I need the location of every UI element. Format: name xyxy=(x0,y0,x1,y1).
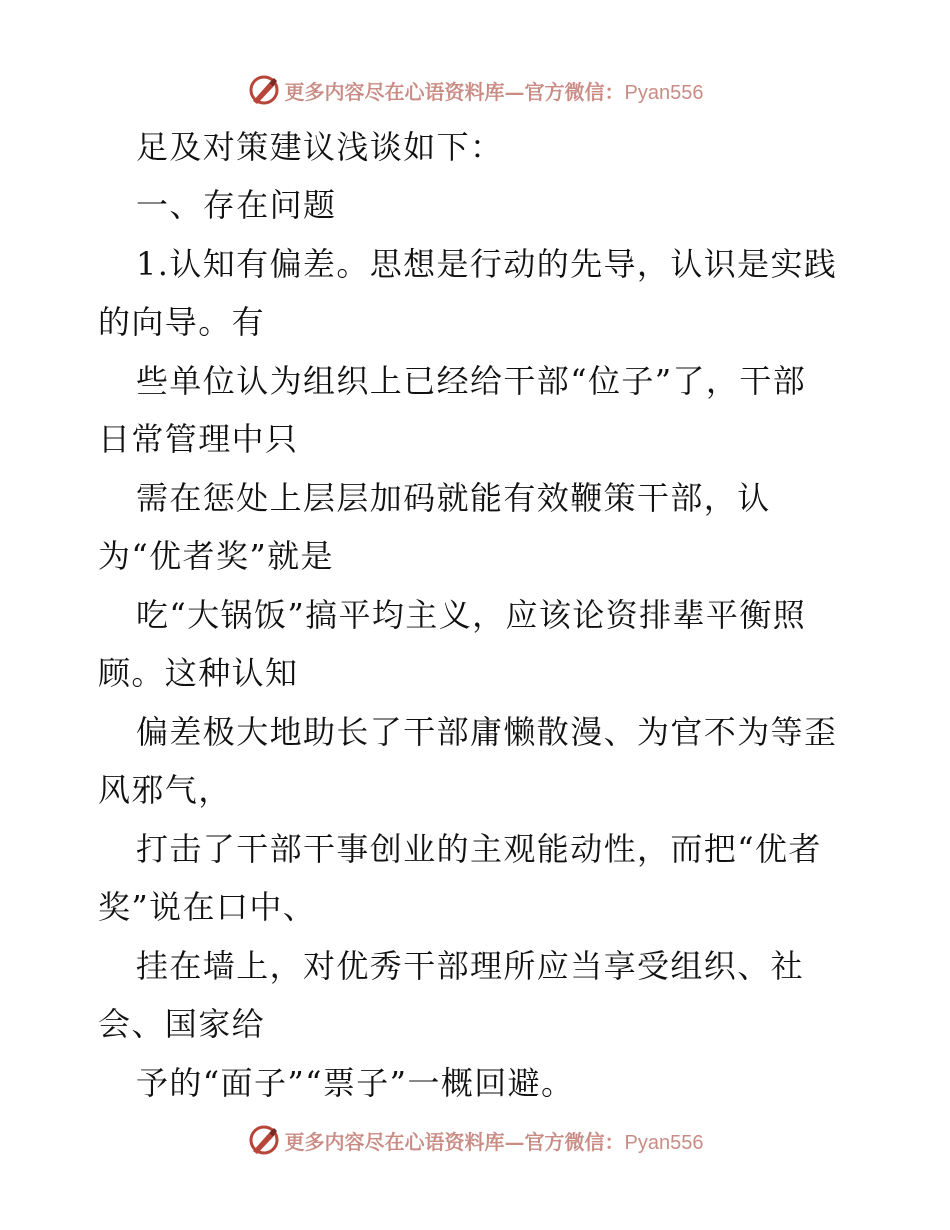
header-banner xyxy=(0,70,950,110)
header-banner-id: Pyan556 xyxy=(624,81,704,104)
text-line: 日常管理中只 xyxy=(98,420,299,458)
text-line: 的向导。有 xyxy=(98,303,266,341)
header-banner-text: 更多内容尽在心语资料库—官方微信：Pyan556 xyxy=(284,79,704,104)
text-line: 些单位认为组织上已经给干部“位子”了，干部 xyxy=(136,362,807,400)
text-line: 挂在墙上，对优秀干部理所应当享受组织、社 xyxy=(136,947,805,985)
text-line: 会、国家给 xyxy=(98,1005,266,1043)
text-line: 需在惩处上层层加码就能有效鞭策干部，认 xyxy=(136,479,771,517)
footer-banner-id: Pyan556 xyxy=(624,1131,704,1154)
text-line: 风邪气， xyxy=(98,771,232,809)
text-line: 打击了干部干事创业的主观能动性，而把“优者 xyxy=(136,830,822,868)
text-line: 偏差极大地助长了干部庸懒散漫、为官不为等歪 xyxy=(136,713,838,751)
text-line: 吃“大锅饭”搞平均主义，应该论资排辈平衡照 xyxy=(136,596,807,634)
footer-banner xyxy=(0,1120,950,1160)
text-line: 顾。这种认知 xyxy=(98,654,299,692)
text-line: 予的“面子”“票子”一概回避。 xyxy=(136,1064,575,1102)
section-heading: 一、存在问题 xyxy=(136,186,337,224)
text-line: 奖”说在口中、 xyxy=(98,888,317,926)
pen-logo-icon xyxy=(247,1123,281,1157)
text-line: 1.认知有偏差。思想是行动的先导，认识是实践 xyxy=(136,245,838,283)
pen-logo-icon xyxy=(247,73,281,107)
text-line: 足及对策建议浅谈如下： xyxy=(136,128,504,166)
text-line: 为“优者奖”就是 xyxy=(98,537,334,575)
footer-banner-text: 更多内容尽在心语资料库—官方微信：Pyan556 xyxy=(284,1129,704,1154)
